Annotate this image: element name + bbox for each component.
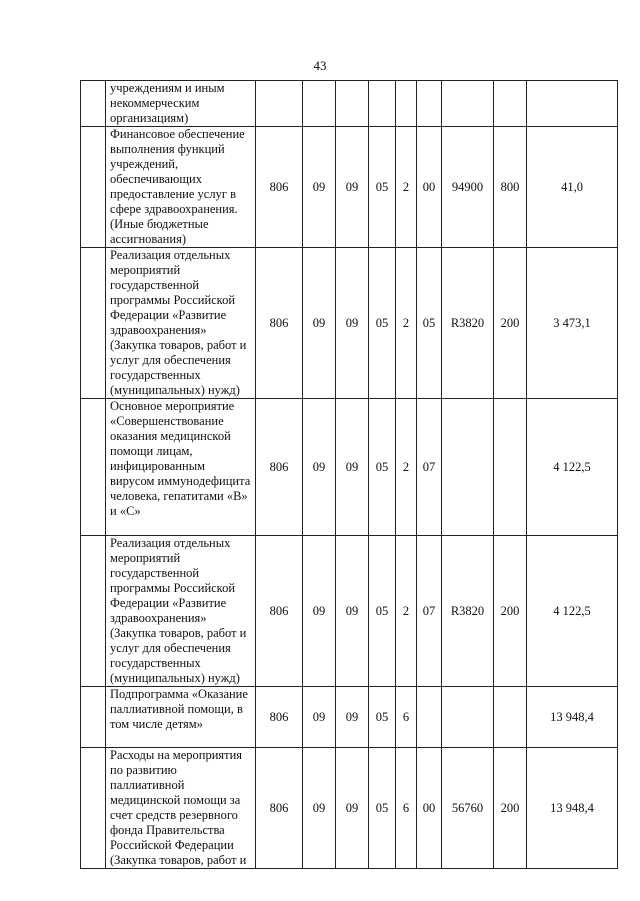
- ministry-code: 806: [256, 748, 303, 869]
- section-code: [303, 81, 336, 127]
- table-row: [81, 248, 618, 399]
- ministry-code: [256, 81, 303, 127]
- table-row: [81, 687, 618, 748]
- amount: 4 122,5: [527, 399, 618, 536]
- table-row: [81, 127, 618, 248]
- blank-cell: [81, 81, 106, 127]
- table-row: [81, 81, 618, 127]
- direction-code: 56760: [442, 748, 494, 869]
- event-code: 00: [417, 748, 442, 869]
- expense-type-code: 200: [494, 248, 527, 399]
- ministry-code: 806: [256, 536, 303, 687]
- subprogram-code: 2: [396, 536, 417, 687]
- section-code: 09: [303, 399, 336, 536]
- direction-code: [442, 687, 494, 748]
- program-code: 05: [369, 536, 396, 687]
- ministry-code: 806: [256, 687, 303, 748]
- subprogram-code: 2: [396, 248, 417, 399]
- blank-cell: [81, 687, 106, 748]
- ministry-code: 806: [256, 399, 303, 536]
- row-name: Расходы на мероприятия по развитию паллиативной медицинской помощи за счет средств резервного фонда Правительства Российской Федерации (Закупка товаров, работ и: [106, 748, 256, 869]
- program-code: 05: [369, 399, 396, 536]
- amount: 41,0: [527, 127, 618, 248]
- amount: 4 122,5: [527, 536, 618, 687]
- subsection-code: 09: [336, 127, 369, 248]
- event-code: 07: [417, 399, 442, 536]
- expense-type-code: 200: [494, 536, 527, 687]
- blank-cell: [81, 248, 106, 399]
- blank-cell: [81, 399, 106, 536]
- subprogram-code: 6: [396, 687, 417, 748]
- program-code: 05: [369, 687, 396, 748]
- amount: 13 948,4: [527, 748, 618, 869]
- direction-code: R3820: [442, 248, 494, 399]
- ministry-code: 806: [256, 127, 303, 248]
- event-code: [417, 687, 442, 748]
- subsection-code: 09: [336, 687, 369, 748]
- budget-table: [80, 80, 618, 869]
- expense-type-code: [494, 399, 527, 536]
- expense-type-code: 800: [494, 127, 527, 248]
- row-name: Финансовое обеспечение выполнения функций учреждений, обеспечивающих предоставление услуг в сфере здравоохранения. (Иные бюджетные ассигнования): [106, 127, 256, 248]
- direction-code: 94900: [442, 127, 494, 248]
- section-code: 09: [303, 536, 336, 687]
- program-code: 05: [369, 127, 396, 248]
- table-row: [81, 748, 618, 869]
- event-code: 07: [417, 536, 442, 687]
- expense-type-code: 200: [494, 748, 527, 869]
- subsection-code: 09: [336, 248, 369, 399]
- program-code: 05: [369, 248, 396, 399]
- event-code: 05: [417, 248, 442, 399]
- subsection-code: [336, 81, 369, 127]
- direction-code: [442, 81, 494, 127]
- row-name: Реализация отдельных мероприятий государственной программы Российской Федерации «Развитие здравоохранения» (Закупка товаров, работ и услуг для обеспечения государственных (муниципальных) нужд): [106, 536, 256, 687]
- blank-cell: [81, 127, 106, 248]
- blank-cell: [81, 536, 106, 687]
- ministry-code: 806: [256, 248, 303, 399]
- subsection-code: 09: [336, 399, 369, 536]
- page-number: 43: [313, 58, 327, 73]
- program-code: [369, 81, 396, 127]
- amount: [527, 81, 618, 127]
- subsection-code: 09: [336, 748, 369, 869]
- table-row: [81, 399, 618, 536]
- expense-type-code: [494, 687, 527, 748]
- section-code: 09: [303, 748, 336, 869]
- section-code: 09: [303, 687, 336, 748]
- event-code: [417, 81, 442, 127]
- subsection-code: 09: [336, 536, 369, 687]
- section-code: 09: [303, 248, 336, 399]
- amount: 13 948,4: [527, 687, 618, 748]
- subprogram-code: [396, 81, 417, 127]
- amount: 3 473,1: [527, 248, 618, 399]
- row-name: учреждениям и иным некоммерческим организациям): [106, 81, 256, 127]
- subprogram-code: 2: [396, 399, 417, 536]
- table-row: [81, 536, 618, 687]
- row-name: Основное мероприятие «Совершенствование оказания медицинской помощи лицам, инфицированным вирусом иммунодефицита человека, гепатитами «В» и «С»: [106, 399, 256, 536]
- section-code: 09: [303, 127, 336, 248]
- blank-cell: [81, 748, 106, 869]
- direction-code: [442, 399, 494, 536]
- expense-type-code: [494, 81, 527, 127]
- row-name: Реализация отдельных мероприятий государственной программы Российской Федерации «Развитие здравоохранения» (Закупка товаров, работ и услуг для обеспечения государственных (муниципальных) нужд): [106, 248, 256, 399]
- subprogram-code: 2: [396, 127, 417, 248]
- row-name: Подпрограмма «Оказание паллиативной помощи, в том числе детям»: [106, 687, 256, 748]
- direction-code: R3820: [442, 536, 494, 687]
- subprogram-code: 6: [396, 748, 417, 869]
- event-code: 00: [417, 127, 442, 248]
- program-code: 05: [369, 748, 396, 869]
